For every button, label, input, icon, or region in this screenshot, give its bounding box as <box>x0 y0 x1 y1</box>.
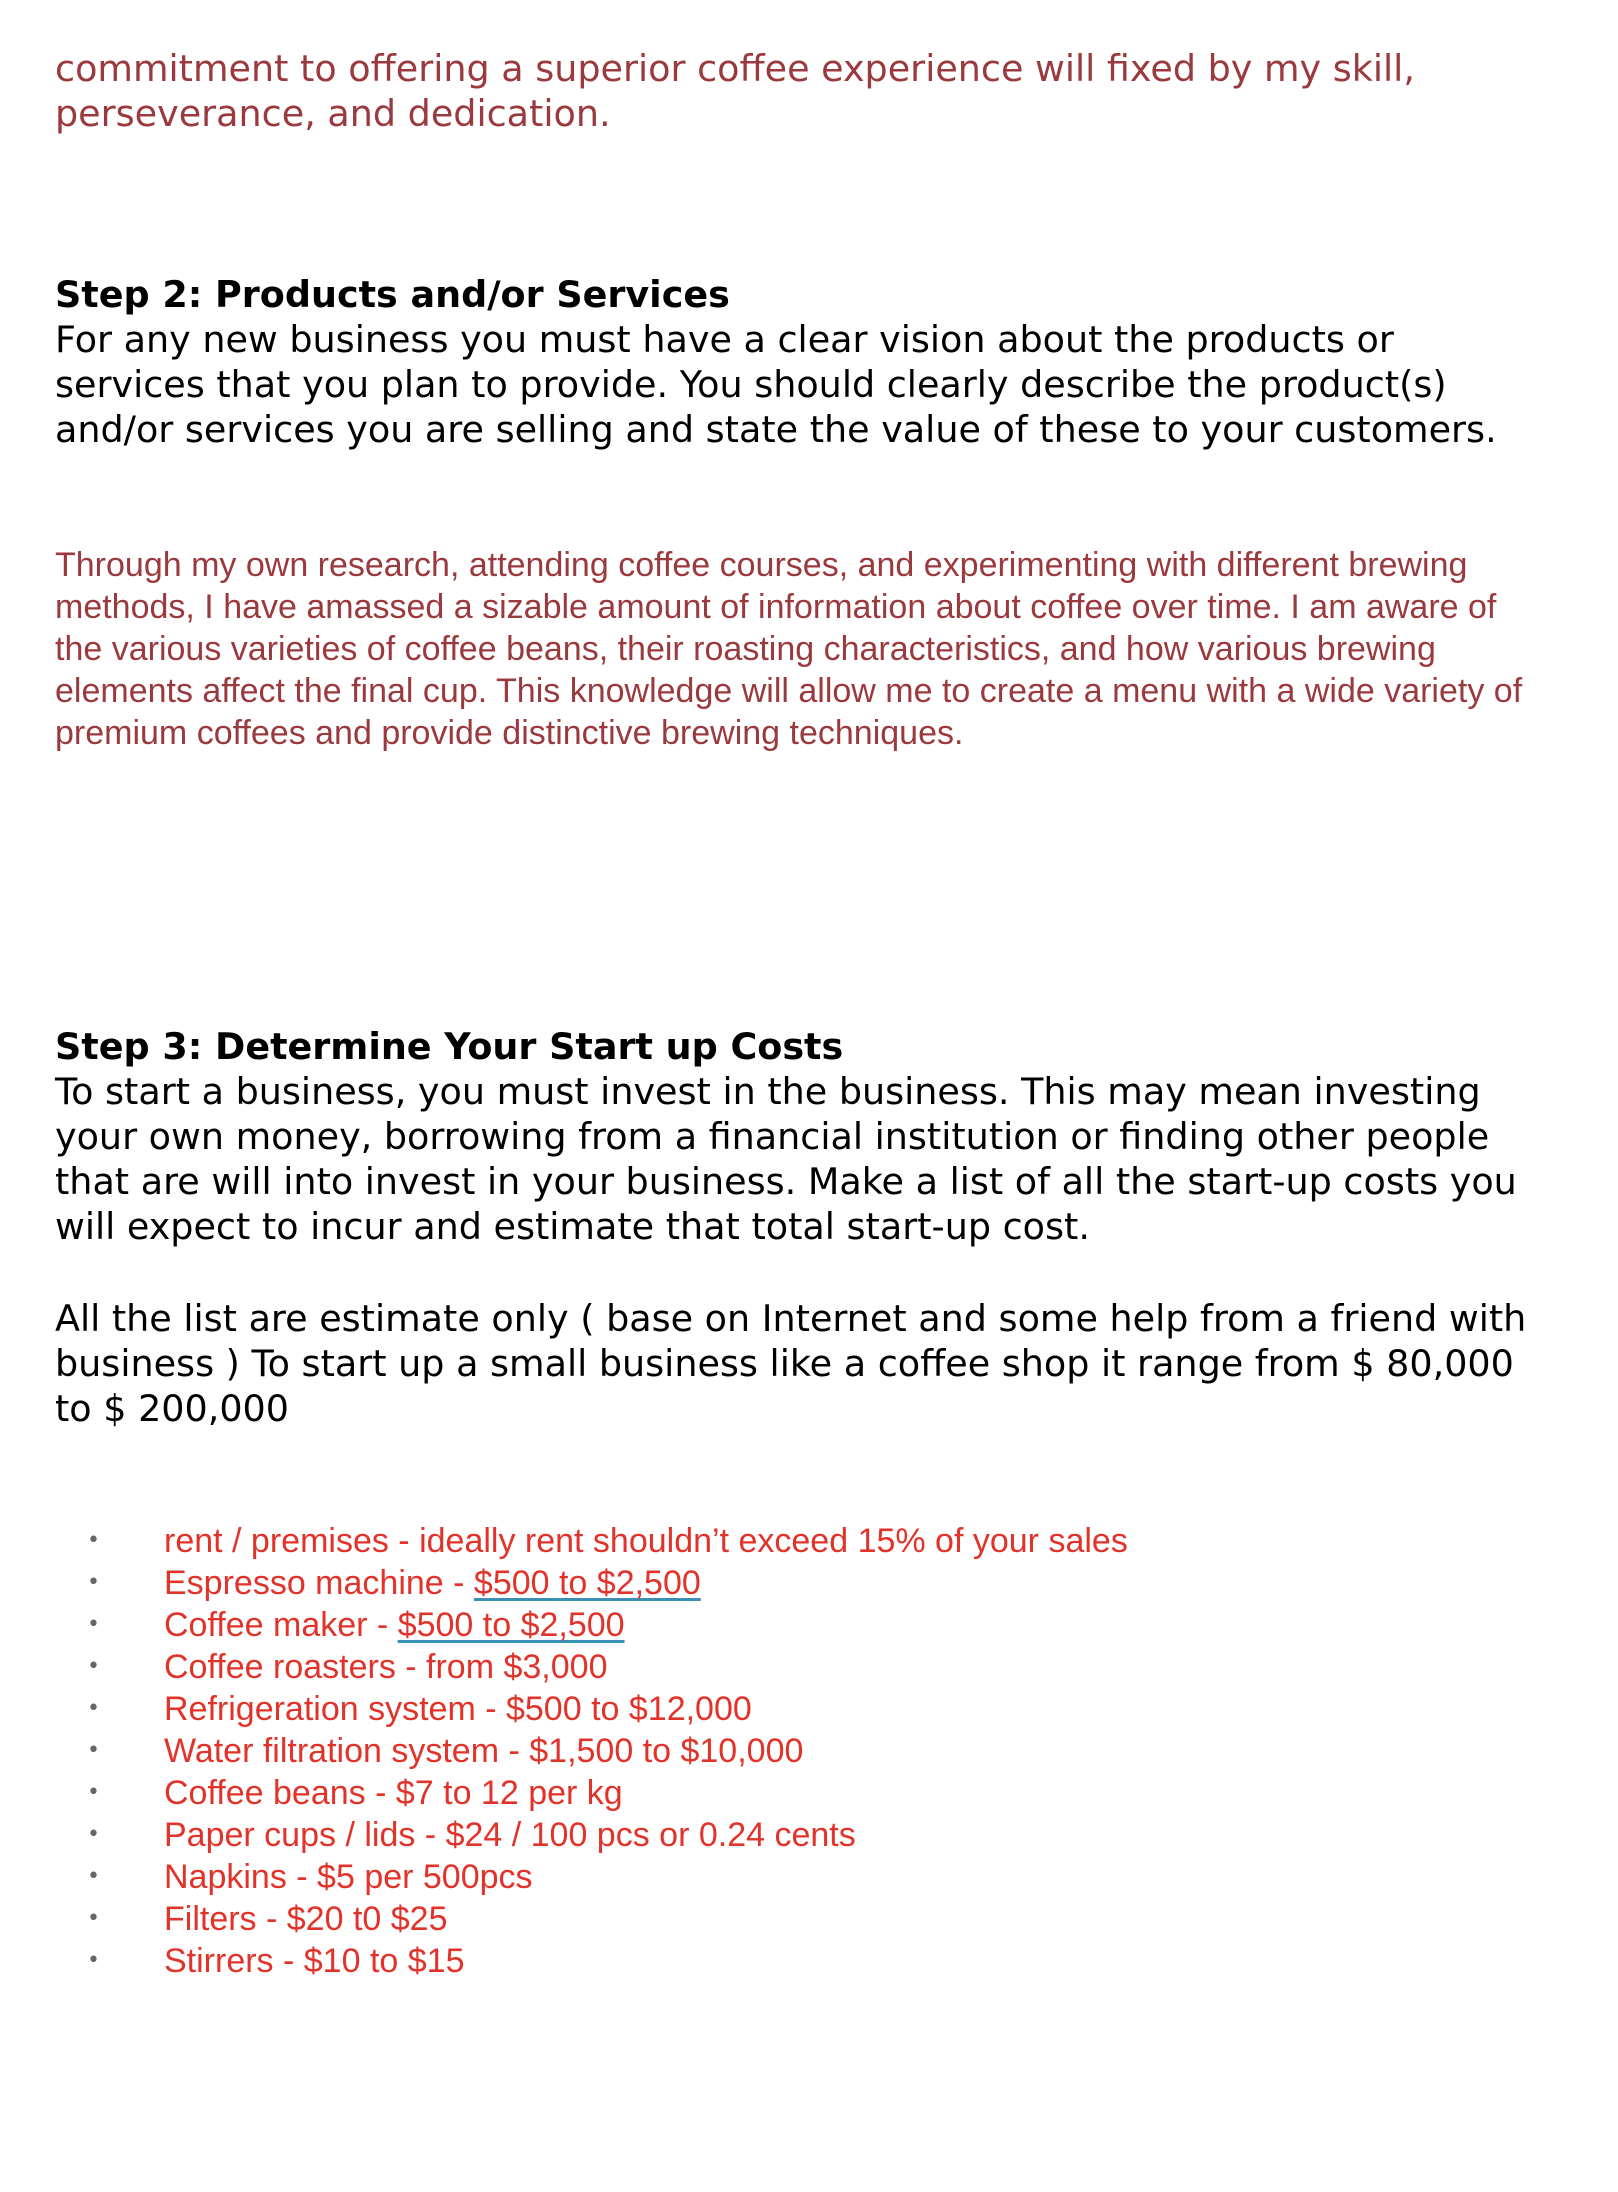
bullet-icon: • <box>87 1612 100 1637</box>
list-item-text <box>164 1520 1128 1562</box>
step2-answer: Through my own research, attending coffee courses, and experimenting with different brewing methods, I have amassed a sizable amount of information about coffee over time. I am aware of the various varieties of coffee beans, their roasting characteristics, and how various brewing elements affect the final cup. This knowledge will allow me to create a menu with a wide variety of premium coffees and provide distinctive brewing techniques. <box>55 546 1523 752</box>
price-link[interactable]: $500 to $2,500 <box>397 1606 625 1644</box>
list-item-text <box>164 1772 623 1814</box>
list-item-label: Coffee beans - $7 to 12 per kg <box>164 1774 623 1812</box>
list-item-label: Water filtration system - $1,500 to $10,000 <box>164 1732 804 1770</box>
list-item-text <box>164 1730 803 1772</box>
list-item <box>0 1562 1618 1604</box>
list-item-label: Refrigeration system - $500 to $12,000 <box>164 1690 752 1728</box>
list-item-label: Espresso machine - <box>164 1564 474 1602</box>
list-item-text <box>164 1898 447 1940</box>
list-item <box>0 1940 1618 1982</box>
price-link[interactable]: $500 to $2,500 <box>473 1564 701 1602</box>
list-item <box>0 1730 1618 1772</box>
bullet-icon: • <box>87 1780 100 1805</box>
list-item <box>0 1898 1618 1940</box>
step3-heading: Step 3: Determine Your Start up Costs <box>55 1025 844 1068</box>
bullet-icon: • <box>87 1528 100 1553</box>
list-item-label: Filters - $20 t0 $25 <box>164 1900 448 1938</box>
list-item-text <box>164 1604 625 1646</box>
list-item <box>0 1814 1618 1856</box>
list-item-label: Coffee maker - <box>164 1606 398 1644</box>
list-item <box>0 1772 1618 1814</box>
step3-section <box>55 1024 1535 1249</box>
bullet-icon: • <box>87 1822 100 1847</box>
bullet-icon: • <box>87 1864 100 1889</box>
startup-cost-list <box>0 1520 1618 1982</box>
bullet-icon: • <box>87 1948 100 1973</box>
bullet-icon: • <box>87 1654 100 1679</box>
step2-section <box>55 272 1535 452</box>
list-item-text <box>164 1562 701 1604</box>
list-item-text <box>164 1688 752 1730</box>
list-item-text <box>164 1856 533 1898</box>
list-item <box>0 1604 1618 1646</box>
list-item-text <box>164 1814 856 1856</box>
bullet-icon: • <box>87 1738 100 1763</box>
list-item <box>0 1646 1618 1688</box>
list-item <box>0 1688 1618 1730</box>
list-item <box>0 1520 1618 1562</box>
list-item-text <box>164 1940 464 1982</box>
list-item-label: Paper cups / lids - $24 / 100 pcs or 0.24 cents <box>164 1816 856 1854</box>
step2-heading: Step 2: Products and/or Services <box>55 273 730 316</box>
bullet-icon: • <box>87 1906 100 1931</box>
step3-estimate: All the list are estimate only ( base on Internet and some help from a friend with business ) To start up a small business like a coffee shop it range from $ 80,000 to $ 200,000 <box>55 1297 1527 1430</box>
intro-paragraph: commitment to offering a superior coffee experience will fixed by my skill, perseverance, and dedication. <box>55 47 1415 135</box>
list-item-label: rent / premises - ideally rent shouldn’t exceed 15% of your sales <box>164 1522 1128 1560</box>
step3-prompt: To start a business, you must invest in the business. This may mean investing your own money, borrowing from a financial institution or finding other people that are will into invest in your business. Make a list of all the start-up costs you will expect to incur and estimate that total start-up cost. <box>55 1070 1517 1248</box>
list-item <box>0 1856 1618 1898</box>
bullet-icon: • <box>87 1570 100 1595</box>
list-item-text <box>164 1646 607 1688</box>
list-item-label: Coffee roasters - from $3,000 <box>164 1648 608 1686</box>
list-item-label: Stirrers - $10 to $15 <box>164 1942 465 1980</box>
bullet-icon: • <box>87 1696 100 1721</box>
list-item-label: Napkins - $5 per 500pcs <box>164 1858 533 1896</box>
step2-prompt: For any new business you must have a clear vision about the products or services that you plan to provide. You should clearly describe the product(s) and/or services you are selling and state the value of these to your customers. <box>55 318 1497 451</box>
